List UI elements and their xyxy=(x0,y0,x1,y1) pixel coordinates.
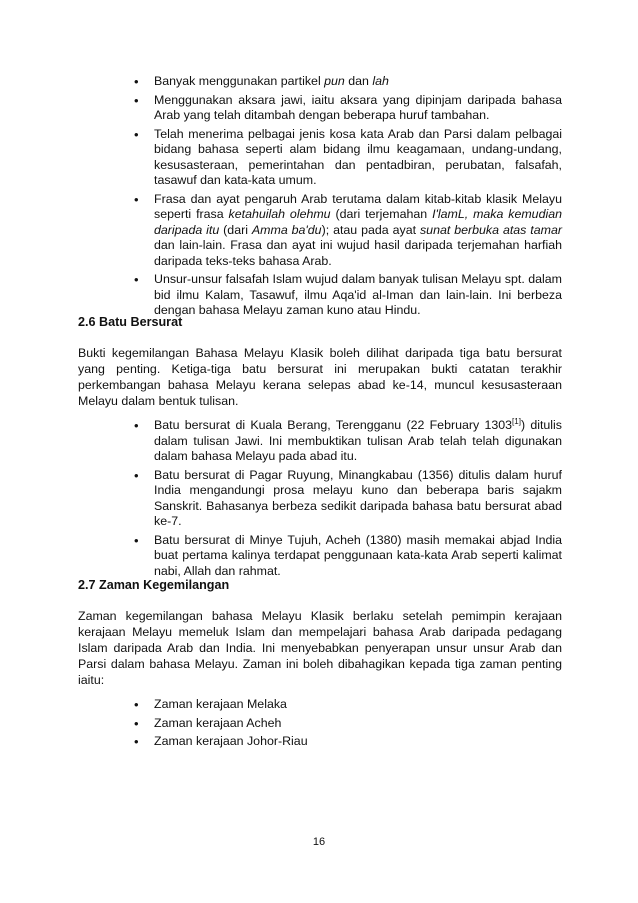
bullet-icon: • xyxy=(134,697,139,712)
list-item: • Banyak menggunakan partikel pun dan lah xyxy=(134,74,389,89)
arab-influence-list xyxy=(134,74,562,322)
bullet-icon: • xyxy=(134,467,139,483)
bullet-icon: • xyxy=(134,418,139,433)
bullet-icon: • xyxy=(134,272,139,287)
list-item: • Telah menerima pelbagai jenis kosa kata Arab dan Parsi dalam pelbagai bidang bahasa seperti alam bidang ilmu keagamaan, undang-undang, kesusasteraan, pemerintahan dan pentadbiran, perubatan, falsafah, tasawuf dan kata-kata umum. xyxy=(134,126,562,187)
list-item: • Batu bersurat di Kuala Berang, Terengganu (22 February 1303[1]) ditulis dalam tulisan Jawi. Ini membuktikan tulisan Arab telah telah digunakan dalam bahasa Melayu pada abad itu. xyxy=(134,416,563,463)
list-item: • Batu bersurat di Pagar Ruyung, Minangkabau (1356) ditulis dalam huruf India mengandungi prosa melayu kuno dan beberapa baris sajakm Sanskrit. Bahasanya berbeza sedikit daripada bahasa batu bersurat abad ke-7. xyxy=(134,467,562,528)
list-item: • Zaman kerajaan Melaka xyxy=(134,697,287,712)
list-item: • Zaman kerajaan Johor-Riau xyxy=(134,734,308,749)
paragraph-zaman-kegemilangan: Zaman kegemilangan bahasa Melayu Klasik berlaku setelah pemimpin kerajaan kerajaan Melayu memeluk Islam dan mempelajari bahasa Arab daripada pedagang Islam daripada Arab dan India. Ini menyebabkan penyerapan unsur unsur Arab dan Parsi dalam bahasa Melayu. Zaman ini boleh dibahagikan kepada tiga zaman penting iaitu: xyxy=(78,609,562,687)
list-item: • Unsur-unsur falsafah Islam wujud dalam banyak tulisan Melayu spt. dalam bid ilmu Kalam, Tasawuf, ilmu Aqa'id al-Iman dan lain-lain. Ini berbeza dengan bahasa Melayu zaman kuno atau Hindu. xyxy=(134,272,562,317)
bullet-icon: • xyxy=(134,734,139,749)
list-item: • Frasa dan ayat pengaruh Arab terutama dalam kitab-kitab klasik Melayu seperti frasa ketahuilah olehmu (dari terjemahan I'lamL, maka kemudian daripada itu (dari Amma ba'du); atau pada ayat sunat berbuka atas tamar dan lain-lain. Frasa dan ayat ini wujud hasil daripada terjemahan harfiah daripada teks-teks bahasa Arab. xyxy=(134,191,562,268)
list-item: • Menggunakan aksara jawi, iaitu aksara yang dipinjam daripada bahasa Arab yang telah ditambah dengan beberapa huruf tambahan. xyxy=(134,92,562,122)
zaman-list xyxy=(134,697,562,753)
section-heading-2-7: 2.7 Zaman Kegemilangan xyxy=(78,578,230,592)
bullet-icon: • xyxy=(134,532,139,548)
bullet-icon: • xyxy=(134,92,139,108)
batu-bersurat-list xyxy=(134,416,563,582)
list-item: • Batu bersurat di Minye Tujuh, Acheh (1380) masih memakai abjad India buat pertama kalinya terdapat penggunaan kata-kata Arab seperti kalimat nabi, Allah dan rahmat. xyxy=(134,532,562,578)
page-number: 16 xyxy=(312,836,326,848)
list-item: • Zaman kerajaan Acheh xyxy=(134,715,282,731)
bullet-icon: • xyxy=(134,715,139,731)
bullet-icon: • xyxy=(134,191,139,207)
bullet-icon: • xyxy=(134,126,139,142)
bullet-icon: • xyxy=(134,74,139,89)
section-heading-2-6: 2.6 Batu Bersurat xyxy=(78,315,183,329)
paragraph-batu-bersurat: Bukti kegemilangan Bahasa Melayu Klasik boleh dilihat daripada tiga batu bersurat yang penting. Ketiga-tiga batu bersurat ini merupakan bukti catatan terakhir perkembangan bahasa Melayu kerana selepas abad ke-14, muncul kesusasteraan Melayu dalam bentuk tulisan. xyxy=(78,346,562,408)
